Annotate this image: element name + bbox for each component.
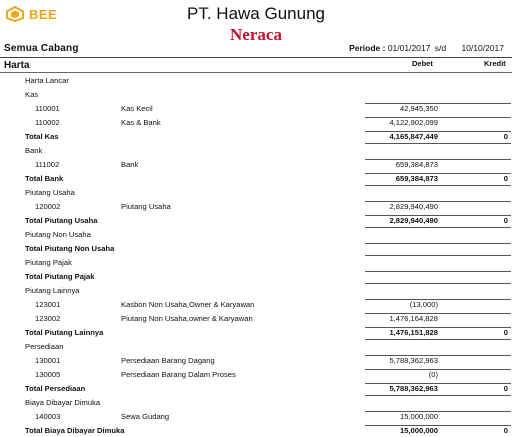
total-rule-top <box>365 243 511 244</box>
row-rule <box>365 411 511 412</box>
debet-amount: 1,476,164,828 <box>389 314 438 323</box>
row-rule <box>365 201 511 202</box>
balance-sheet-rows <box>0 74 512 437</box>
total-row <box>0 270 512 284</box>
account-name: Bank <box>121 160 139 169</box>
total-row <box>0 382 512 396</box>
column-header-kredit: Kredit <box>484 59 506 68</box>
total-kredit-amount: 0 <box>503 426 508 435</box>
group-label: Piutang Usaha <box>25 188 75 197</box>
period-end: 10/10/2017 <box>461 43 504 53</box>
account-name: Persediaan Barang Dalam Proses <box>121 370 236 379</box>
group-header-row <box>0 396 512 410</box>
debet-amount: 659,384,873 <box>395 160 438 169</box>
total-label: Total Persediaan <box>25 384 86 393</box>
total-label: Total Piutang Non Usaha <box>25 244 115 253</box>
section-title: Harta <box>4 60 30 71</box>
group-label: Piutang Non Usaha <box>25 230 91 239</box>
period-start: 01/01/2017 <box>387 43 431 53</box>
total-row <box>0 214 512 228</box>
group-label: Kas <box>25 90 39 99</box>
total-debet-amount: 2,829,940,490 <box>389 216 438 225</box>
total-debet-amount: 1,476,151,828 <box>389 328 438 337</box>
total-kredit-amount: 0 <box>503 384 508 393</box>
total-row <box>0 130 512 144</box>
group-header-row <box>0 284 512 298</box>
account-code: 110001 <box>35 104 60 113</box>
debet-amount: 5,788,362,963 <box>389 356 438 365</box>
account-row <box>0 368 512 382</box>
company-name: PT. Hawa Gunung <box>187 4 325 23</box>
period-label: Periode : <box>349 43 386 53</box>
account-code: 123002 <box>35 314 61 323</box>
row-rule <box>365 313 511 314</box>
account-code: 123001 <box>35 300 61 309</box>
total-rule-top <box>365 383 511 384</box>
account-code: 110002 <box>35 118 60 127</box>
header-divider <box>0 57 512 58</box>
total-rule-top <box>365 327 511 328</box>
total-rule-top <box>365 173 511 174</box>
report-title: Neraca <box>230 25 282 44</box>
account-row <box>0 298 512 312</box>
group-label: Persediaan <box>25 342 64 351</box>
brand-name: BEE <box>29 6 58 22</box>
debet-amount: 42,945,350 <box>399 104 438 113</box>
account-row <box>0 158 512 172</box>
group-header-row <box>0 256 512 270</box>
account-name: Sewa Gudang <box>121 412 170 421</box>
group-header-row <box>0 144 512 158</box>
row-rule <box>365 355 511 356</box>
row-rule <box>365 117 511 118</box>
group-header-row <box>0 228 512 242</box>
total-kredit-amount: 0 <box>503 328 508 337</box>
total-label: Total Piutang Usaha <box>25 216 98 225</box>
account-code: 111002 <box>35 160 60 169</box>
group-header-row <box>0 186 512 200</box>
total-debet-amount: 4,165,847,449 <box>389 132 438 141</box>
account-code: 130005 <box>35 370 61 379</box>
row-rule <box>365 299 511 300</box>
group-label: Biaya Dibayar Dimuka <box>25 398 101 407</box>
period-range <box>349 43 504 53</box>
period-separator: s/d <box>434 43 447 53</box>
account-row <box>0 354 512 368</box>
account-row <box>0 200 512 214</box>
group-label: Piutang Lainnya <box>25 286 80 295</box>
debet-amount: (13,000) <box>409 300 438 309</box>
total-rule-top <box>365 271 511 272</box>
total-debet-amount: 5,788,362,963 <box>389 384 438 393</box>
total-debet-amount: 659,384,873 <box>395 174 438 183</box>
total-kredit-amount: 0 <box>503 174 508 183</box>
account-row <box>0 102 512 116</box>
group-header-row <box>0 88 512 102</box>
account-row <box>0 116 512 130</box>
group-header-row <box>0 74 512 88</box>
total-debet-amount: 15,000,000 <box>399 426 438 435</box>
account-name: Persediaan Barang Dagang <box>121 356 215 365</box>
total-row <box>0 242 512 256</box>
group-label: Bank <box>25 146 43 155</box>
row-rule <box>365 103 511 104</box>
total-kredit-amount: 0 <box>503 132 508 141</box>
account-code: 140003 <box>35 412 61 421</box>
account-name: Piutang Non Usaha,owner & Karyawan <box>121 314 253 323</box>
total-row <box>0 172 512 186</box>
debet-amount: 2,829,940,490 <box>389 202 438 211</box>
row-rule <box>365 159 511 160</box>
total-rule-top <box>365 131 511 132</box>
account-code: 120002 <box>35 202 61 211</box>
column-header-divider <box>0 72 512 73</box>
total-label: Total Kas <box>25 132 59 141</box>
account-row <box>0 312 512 326</box>
total-label: Total Piutang Pajak <box>25 272 95 281</box>
account-name: Kas & Bank <box>121 118 161 127</box>
debet-amount: 4,122,902,099 <box>389 118 438 127</box>
account-row <box>0 410 512 424</box>
total-label: Total Piutang Lainnya <box>25 328 104 337</box>
account-name: Kasbon Non Usaha,Owner & Karyawan <box>121 300 255 309</box>
total-label: Total Biaya Dibayar Dimuka <box>25 426 125 435</box>
group-header-row <box>0 340 512 354</box>
debet-amount: 15,000,000 <box>399 412 438 421</box>
row-rule <box>365 369 511 370</box>
account-code: 130001 <box>35 356 61 365</box>
account-name: Piutang Usaha <box>121 202 171 211</box>
total-label: Total Bank <box>25 174 64 183</box>
debet-amount: (0) <box>428 370 438 379</box>
branch-label: Semua Cabang <box>4 43 79 54</box>
total-row <box>0 424 512 437</box>
group-label: Piutang Pajak <box>25 258 72 267</box>
total-row <box>0 326 512 340</box>
group-label: Harta Lancar <box>25 76 69 85</box>
total-rule-top <box>365 215 511 216</box>
total-kredit-amount: 0 <box>503 216 508 225</box>
account-name: Kas Kecil <box>121 104 153 113</box>
total-rule-top <box>365 425 511 426</box>
column-header-debet: Debet <box>412 59 433 68</box>
